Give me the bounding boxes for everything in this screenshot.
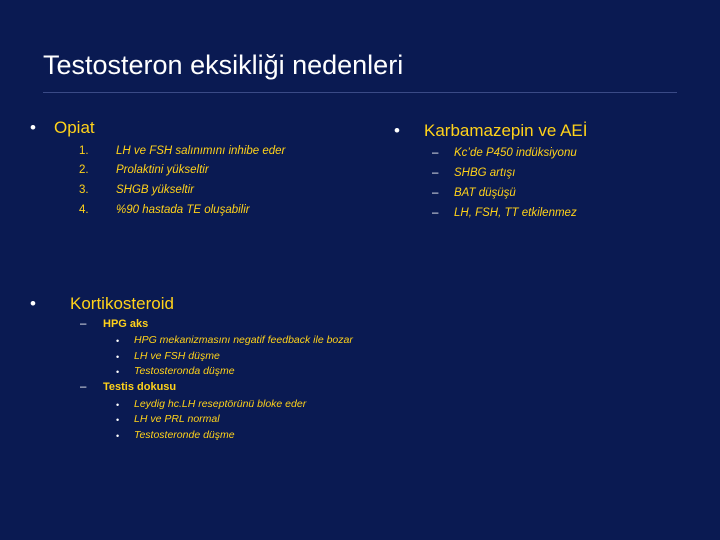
karbamazepin-item: BAT düşüşü	[454, 187, 516, 199]
karbamazepin-item: LH, FSH, TT etkilenmez	[454, 207, 577, 219]
dash-icon: –	[432, 187, 439, 199]
list-number: 4.	[79, 204, 89, 216]
testis-item: Testosteronde düşme	[134, 429, 235, 441]
bullet-icon: •	[116, 367, 120, 377]
group-label-testis: Testis dokusu	[103, 381, 177, 393]
opiat-item: %90 hastada TE oluşabilir	[116, 204, 250, 216]
bullet-icon: •	[116, 400, 120, 410]
opiat-heading	[30, 118, 95, 138]
opiat-item: Prolaktini yükseltir	[116, 164, 209, 176]
kortikosteroid-heading	[30, 294, 174, 314]
testis-item: Leydig hc.LH reseptörünü bloke eder	[134, 398, 307, 410]
hpg-item: LH ve FSH düşme	[134, 350, 220, 362]
bullet-icon: •	[30, 118, 36, 137]
hpg-item: HPG mekanizmasını negatif feedback ile bozar	[134, 334, 353, 346]
group-label-hpg: HPG aks	[103, 318, 149, 330]
kortikosteroid-heading-text: Kortikosteroid	[70, 294, 174, 313]
slide-title: Testosteron eksikliği nedenleri	[43, 50, 404, 80]
bullet-icon: •	[116, 431, 120, 441]
title-divider	[43, 92, 677, 93]
list-number: 1.	[79, 145, 89, 157]
opiat-heading-text: Opiat	[54, 118, 95, 137]
dash-icon: –	[432, 207, 439, 219]
opiat-item: SHGB yükseltir	[116, 184, 194, 196]
hpg-item: Testosteronda düşme	[134, 365, 235, 377]
dash-icon: –	[432, 147, 439, 159]
bullet-icon: •	[116, 415, 120, 425]
karbamazepin-heading	[394, 121, 587, 141]
bullet-icon: •	[30, 294, 36, 313]
list-number: 2.	[79, 164, 89, 176]
karbamazepin-item: SHBG artışı	[454, 167, 516, 179]
dash-icon: –	[80, 318, 87, 330]
bullet-icon: •	[394, 121, 400, 140]
dash-icon: –	[80, 381, 87, 393]
list-number: 3.	[79, 184, 89, 196]
bullet-icon: •	[116, 336, 120, 346]
karbamazepin-heading-text: Karbamazepin ve AEİ	[424, 121, 588, 140]
testis-item: LH ve PRL normal	[134, 413, 220, 425]
karbamazepin-item: Kc’de P450 indüksiyonu	[454, 147, 577, 159]
opiat-item: LH ve FSH salınımını inhibe eder	[116, 145, 286, 157]
dash-icon: –	[432, 167, 439, 179]
bullet-icon: •	[116, 352, 120, 362]
